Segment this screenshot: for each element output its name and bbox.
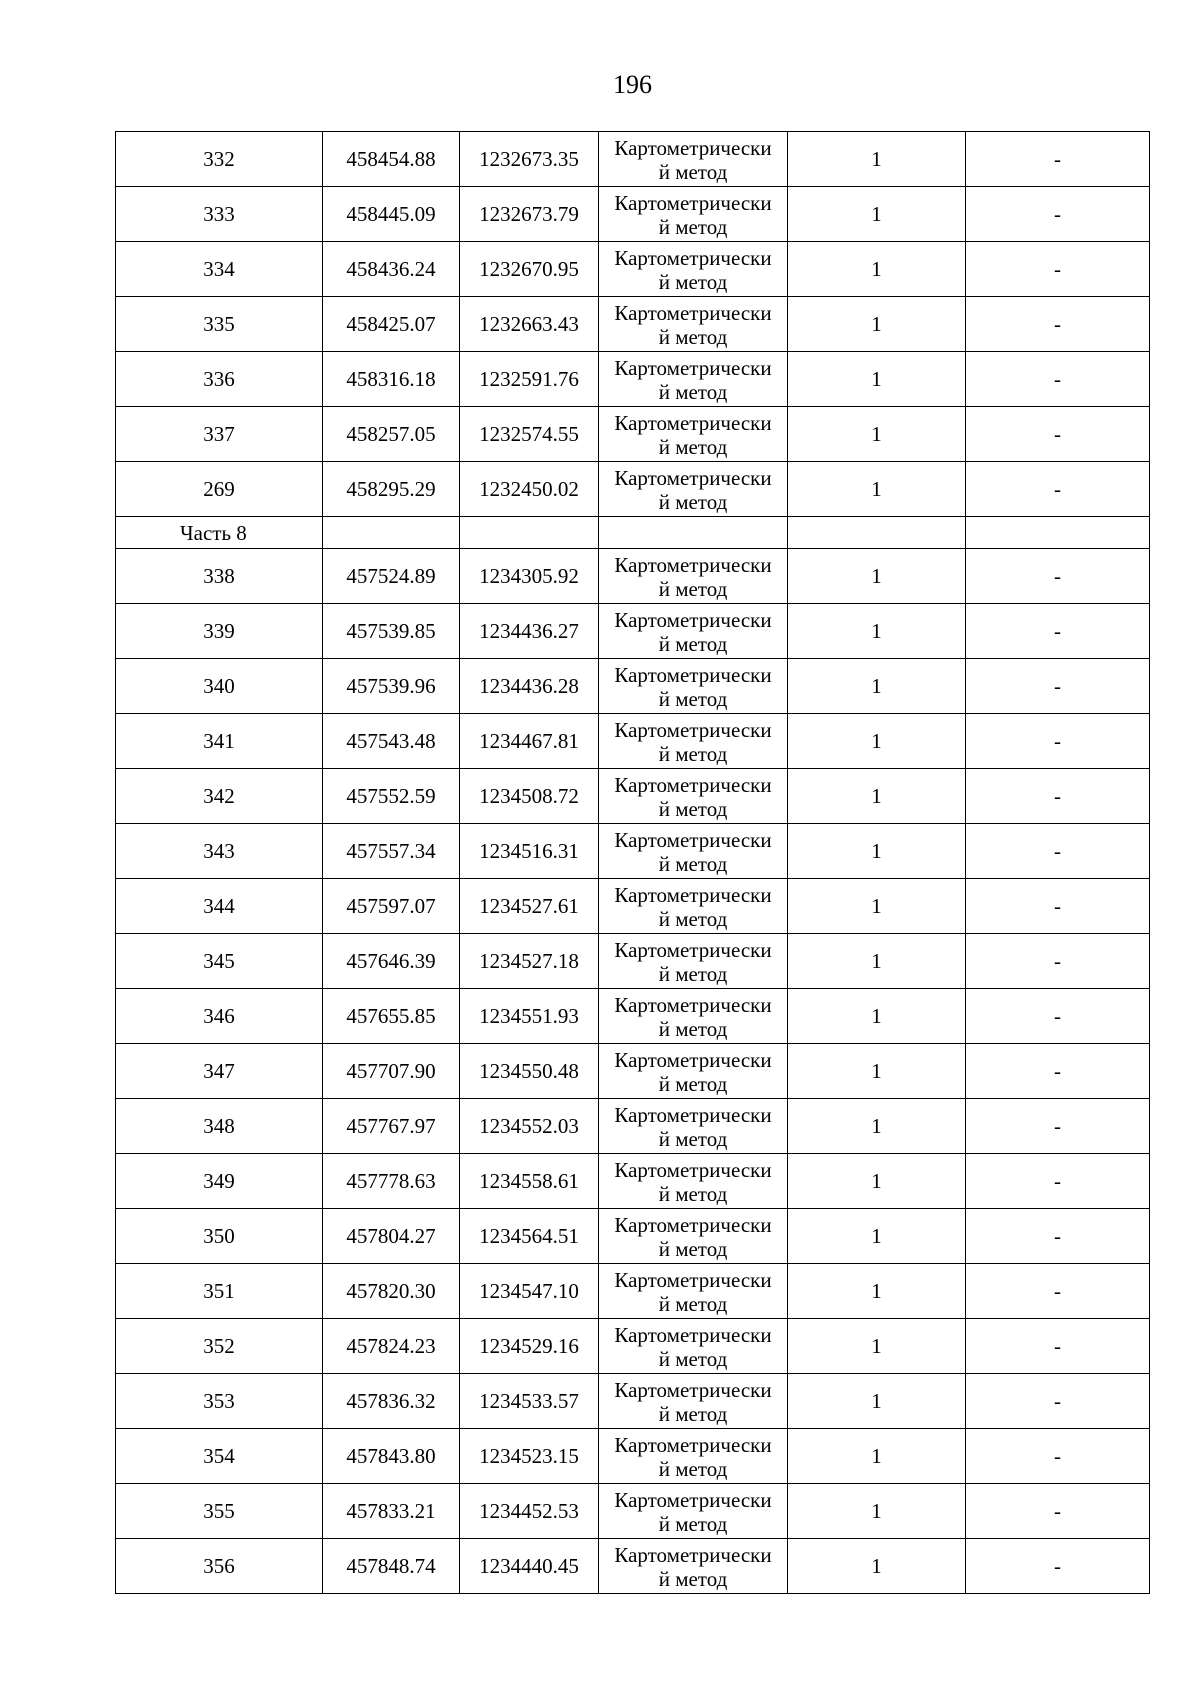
accuracy-cell: 1	[788, 297, 966, 352]
y-coordinate-cell: 1234305.92	[460, 549, 599, 604]
section-row	[116, 517, 1150, 549]
method-line-1: Картометрически	[614, 883, 772, 907]
point-number-cell: 348	[116, 1099, 323, 1154]
method-cell	[599, 934, 788, 989]
table-row	[116, 659, 1150, 714]
accuracy-cell: 1	[788, 769, 966, 824]
method-line-2: й метод	[658, 435, 728, 459]
method-line-2: й метод	[658, 1402, 728, 1426]
y-coordinate-cell: 1234564.51	[460, 1209, 599, 1264]
point-number-cell: 356	[116, 1539, 323, 1594]
method-cell	[599, 1099, 788, 1154]
y-coordinate-cell: 1232450.02	[460, 462, 599, 517]
table-row	[116, 714, 1150, 769]
method-line-2: й метод	[658, 577, 728, 601]
method-line-2: й метод	[658, 1237, 728, 1261]
y-coordinate-cell: 1234529.16	[460, 1319, 599, 1374]
method-line-1: Картометрически	[614, 356, 772, 380]
x-coordinate-cell: 457767.97	[323, 1099, 460, 1154]
table-row	[116, 934, 1150, 989]
x-coordinate-cell: 457778.63	[323, 1154, 460, 1209]
y-coordinate-cell: 1234527.18	[460, 934, 599, 989]
note-cell: -	[966, 1539, 1150, 1594]
method-line-1: Картометрически	[614, 1158, 772, 1182]
table-row	[116, 1044, 1150, 1099]
point-number-cell: 340	[116, 659, 323, 714]
x-coordinate-cell: 457524.89	[323, 549, 460, 604]
method-line-2: й метод	[658, 1347, 728, 1371]
table-row	[116, 549, 1150, 604]
point-number-cell: 352	[116, 1319, 323, 1374]
method-line-1: Картометрически	[614, 466, 772, 490]
point-number-cell: 342	[116, 769, 323, 824]
accuracy-cell: 1	[788, 1374, 966, 1429]
accuracy-cell: 1	[788, 187, 966, 242]
empty-cell	[460, 517, 599, 549]
coordinates-table	[115, 131, 1150, 1594]
method-line-2: й метод	[658, 270, 728, 294]
note-cell: -	[966, 1044, 1150, 1099]
point-number-cell: 351	[116, 1264, 323, 1319]
point-number-cell: 336	[116, 352, 323, 407]
accuracy-cell: 1	[788, 1539, 966, 1594]
y-coordinate-cell: 1234440.45	[460, 1539, 599, 1594]
method-line-2: й метод	[658, 1182, 728, 1206]
x-coordinate-cell: 457557.34	[323, 824, 460, 879]
accuracy-cell: 1	[788, 1484, 966, 1539]
accuracy-cell: 1	[788, 824, 966, 879]
table-row	[116, 1539, 1150, 1594]
method-cell	[599, 1319, 788, 1374]
method-cell	[599, 714, 788, 769]
note-cell: -	[966, 132, 1150, 187]
point-number-cell: 344	[116, 879, 323, 934]
table-row	[116, 187, 1150, 242]
method-line-2: й метод	[658, 1017, 728, 1041]
accuracy-cell: 1	[788, 934, 966, 989]
note-cell: -	[966, 1374, 1150, 1429]
method-cell	[599, 1264, 788, 1319]
method-line-1: Картометрически	[614, 1213, 772, 1237]
accuracy-cell: 1	[788, 352, 966, 407]
note-cell: -	[966, 549, 1150, 604]
method-line-2: й метод	[658, 325, 728, 349]
empty-cell	[966, 517, 1150, 549]
method-line-1: Картометрически	[614, 1543, 772, 1567]
method-line-2: й метод	[658, 1127, 728, 1151]
point-number-cell: 347	[116, 1044, 323, 1099]
method-cell	[599, 187, 788, 242]
method-line-1: Картометрически	[614, 246, 772, 270]
method-line-2: й метод	[658, 380, 728, 404]
x-coordinate-cell: 457543.48	[323, 714, 460, 769]
x-coordinate-cell: 457646.39	[323, 934, 460, 989]
note-cell: -	[966, 769, 1150, 824]
point-number-cell: 339	[116, 604, 323, 659]
method-line-1: Картометрически	[614, 1433, 772, 1457]
table-row	[116, 1374, 1150, 1429]
table-row	[116, 297, 1150, 352]
x-coordinate-cell: 457539.85	[323, 604, 460, 659]
method-cell	[599, 1154, 788, 1209]
accuracy-cell: 1	[788, 132, 966, 187]
method-cell	[599, 1484, 788, 1539]
accuracy-cell: 1	[788, 242, 966, 297]
point-number-cell: 338	[116, 549, 323, 604]
x-coordinate-cell: 457843.80	[323, 1429, 460, 1484]
note-cell: -	[966, 824, 1150, 879]
y-coordinate-cell: 1234552.03	[460, 1099, 599, 1154]
accuracy-cell: 1	[788, 879, 966, 934]
note-cell: -	[966, 1154, 1150, 1209]
y-coordinate-cell: 1234436.27	[460, 604, 599, 659]
accuracy-cell: 1	[788, 1429, 966, 1484]
point-number-cell: 335	[116, 297, 323, 352]
method-line-2: й метод	[658, 1292, 728, 1316]
coordinates-table-body	[116, 132, 1150, 1594]
table-row	[116, 462, 1150, 517]
method-line-2: й метод	[658, 852, 728, 876]
x-coordinate-cell: 458425.07	[323, 297, 460, 352]
table-row	[116, 879, 1150, 934]
note-cell: -	[966, 187, 1150, 242]
table-row	[116, 352, 1150, 407]
method-line-1: Картометрически	[614, 773, 772, 797]
y-coordinate-cell: 1234467.81	[460, 714, 599, 769]
table-row	[116, 132, 1150, 187]
note-cell: -	[966, 462, 1150, 517]
table-row	[116, 1319, 1150, 1374]
method-line-1: Картометрически	[614, 1103, 772, 1127]
method-line-2: й метод	[658, 490, 728, 514]
note-cell: -	[966, 1099, 1150, 1154]
method-cell	[599, 1374, 788, 1429]
empty-cell	[599, 517, 788, 549]
method-line-1: Картометрически	[614, 553, 772, 577]
empty-cell	[788, 517, 966, 549]
table-row	[116, 824, 1150, 879]
point-number-cell: 332	[116, 132, 323, 187]
table-row	[116, 1484, 1150, 1539]
method-cell	[599, 462, 788, 517]
method-line-1: Картометрически	[614, 993, 772, 1017]
method-cell	[599, 132, 788, 187]
table-row	[116, 989, 1150, 1044]
method-cell	[599, 604, 788, 659]
point-number-cell: 341	[116, 714, 323, 769]
method-line-1: Картометрически	[614, 1048, 772, 1072]
method-line-2: й метод	[658, 1567, 728, 1591]
method-line-2: й метод	[658, 215, 728, 239]
point-number-cell: 350	[116, 1209, 323, 1264]
x-coordinate-cell: 457655.85	[323, 989, 460, 1044]
method-cell	[599, 1209, 788, 1264]
x-coordinate-cell: 458316.18	[323, 352, 460, 407]
accuracy-cell: 1	[788, 659, 966, 714]
method-line-1: Картометрически	[614, 663, 772, 687]
y-coordinate-cell: 1234547.10	[460, 1264, 599, 1319]
method-line-1: Картометрически	[614, 718, 772, 742]
note-cell: -	[966, 989, 1150, 1044]
method-cell	[599, 242, 788, 297]
table-row	[116, 407, 1150, 462]
accuracy-cell: 1	[788, 714, 966, 769]
section-label: Часть 8	[116, 517, 323, 549]
y-coordinate-cell: 1234551.93	[460, 989, 599, 1044]
method-cell	[599, 769, 788, 824]
y-coordinate-cell: 1234527.61	[460, 879, 599, 934]
note-cell: -	[966, 714, 1150, 769]
y-coordinate-cell: 1232670.95	[460, 242, 599, 297]
accuracy-cell: 1	[788, 1264, 966, 1319]
method-line-1: Картометрически	[614, 1488, 772, 1512]
page-number: 196	[613, 70, 652, 99]
note-cell: -	[966, 407, 1150, 462]
note-cell: -	[966, 1429, 1150, 1484]
method-line-2: й метод	[658, 632, 728, 656]
table-row	[116, 1429, 1150, 1484]
accuracy-cell: 1	[788, 1044, 966, 1099]
method-line-2: й метод	[658, 160, 728, 184]
note-cell: -	[966, 1484, 1150, 1539]
x-coordinate-cell: 457833.21	[323, 1484, 460, 1539]
note-cell: -	[966, 352, 1150, 407]
note-cell: -	[966, 604, 1150, 659]
point-number-cell: 353	[116, 1374, 323, 1429]
method-line-1: Картометрически	[614, 1268, 772, 1292]
method-line-2: й метод	[658, 962, 728, 986]
table-row	[116, 769, 1150, 824]
point-number-cell: 269	[116, 462, 323, 517]
accuracy-cell: 1	[788, 989, 966, 1044]
method-line-2: й метод	[658, 742, 728, 766]
method-cell	[599, 1429, 788, 1484]
accuracy-cell: 1	[788, 407, 966, 462]
table-row	[116, 1209, 1150, 1264]
point-number-cell: 355	[116, 1484, 323, 1539]
y-coordinate-cell: 1234533.57	[460, 1374, 599, 1429]
note-cell: -	[966, 1319, 1150, 1374]
method-line-1: Картометрически	[614, 1323, 772, 1347]
method-cell	[599, 352, 788, 407]
accuracy-cell: 1	[788, 1154, 966, 1209]
method-line-1: Картометрически	[614, 136, 772, 160]
x-coordinate-cell: 458257.05	[323, 407, 460, 462]
x-coordinate-cell: 457804.27	[323, 1209, 460, 1264]
note-cell: -	[966, 879, 1150, 934]
x-coordinate-cell: 457824.23	[323, 1319, 460, 1374]
x-coordinate-cell: 458454.88	[323, 132, 460, 187]
note-cell: -	[966, 1264, 1150, 1319]
method-cell	[599, 407, 788, 462]
x-coordinate-cell: 458445.09	[323, 187, 460, 242]
x-coordinate-cell: 457539.96	[323, 659, 460, 714]
x-coordinate-cell: 457820.30	[323, 1264, 460, 1319]
y-coordinate-cell: 1234508.72	[460, 769, 599, 824]
table-row	[116, 242, 1150, 297]
table-row	[116, 604, 1150, 659]
method-cell	[599, 297, 788, 352]
point-number-cell: 349	[116, 1154, 323, 1209]
x-coordinate-cell: 457836.32	[323, 1374, 460, 1429]
point-number-cell: 334	[116, 242, 323, 297]
y-coordinate-cell: 1234436.28	[460, 659, 599, 714]
x-coordinate-cell: 457597.07	[323, 879, 460, 934]
y-coordinate-cell: 1234550.48	[460, 1044, 599, 1099]
accuracy-cell: 1	[788, 1099, 966, 1154]
method-cell	[599, 824, 788, 879]
method-line-2: й метод	[658, 1457, 728, 1481]
method-line-1: Картометрически	[614, 938, 772, 962]
note-cell: -	[966, 659, 1150, 714]
y-coordinate-cell: 1232574.55	[460, 407, 599, 462]
x-coordinate-cell: 457552.59	[323, 769, 460, 824]
table-row	[116, 1154, 1150, 1209]
y-coordinate-cell: 1232663.43	[460, 297, 599, 352]
point-number-cell: 337	[116, 407, 323, 462]
y-coordinate-cell: 1234558.61	[460, 1154, 599, 1209]
method-line-1: Картометрически	[614, 301, 772, 325]
method-cell	[599, 1539, 788, 1594]
table-row	[116, 1264, 1150, 1319]
y-coordinate-cell: 1232673.79	[460, 187, 599, 242]
point-number-cell: 354	[116, 1429, 323, 1484]
x-coordinate-cell: 457848.74	[323, 1539, 460, 1594]
method-line-2: й метод	[658, 1512, 728, 1536]
x-coordinate-cell: 458436.24	[323, 242, 460, 297]
method-cell	[599, 549, 788, 604]
y-coordinate-cell: 1232591.76	[460, 352, 599, 407]
method-line-1: Картометрически	[614, 1378, 772, 1402]
method-cell	[599, 659, 788, 714]
accuracy-cell: 1	[788, 462, 966, 517]
y-coordinate-cell: 1232673.35	[460, 132, 599, 187]
note-cell: -	[966, 1209, 1150, 1264]
note-cell: -	[966, 242, 1150, 297]
method-line-2: й метод	[658, 1072, 728, 1096]
note-cell: -	[966, 934, 1150, 989]
y-coordinate-cell: 1234516.31	[460, 824, 599, 879]
method-cell	[599, 1044, 788, 1099]
method-line-1: Картометрически	[614, 411, 772, 435]
empty-cell	[323, 517, 460, 549]
y-coordinate-cell: 1234452.53	[460, 1484, 599, 1539]
note-cell: -	[966, 297, 1150, 352]
method-line-1: Картометрически	[614, 608, 772, 632]
point-number-cell: 345	[116, 934, 323, 989]
table-row	[116, 1099, 1150, 1154]
accuracy-cell: 1	[788, 604, 966, 659]
accuracy-cell: 1	[788, 549, 966, 604]
accuracy-cell: 1	[788, 1209, 966, 1264]
method-cell	[599, 989, 788, 1044]
x-coordinate-cell: 458295.29	[323, 462, 460, 517]
method-line-1: Картометрически	[614, 191, 772, 215]
method-line-2: й метод	[658, 797, 728, 821]
x-coordinate-cell: 457707.90	[323, 1044, 460, 1099]
method-line-1: Картометрически	[614, 828, 772, 852]
method-line-2: й метод	[658, 687, 728, 711]
point-number-cell: 346	[116, 989, 323, 1044]
accuracy-cell: 1	[788, 1319, 966, 1374]
method-line-2: й метод	[658, 907, 728, 931]
method-cell	[599, 879, 788, 934]
point-number-cell: 343	[116, 824, 323, 879]
point-number-cell: 333	[116, 187, 323, 242]
y-coordinate-cell: 1234523.15	[460, 1429, 599, 1484]
